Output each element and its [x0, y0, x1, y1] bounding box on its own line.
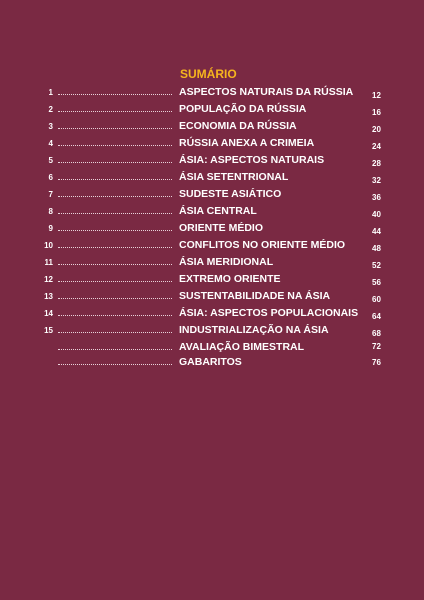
toc-page-number: 56: [372, 278, 381, 287]
toc-row[interactable]: [0, 358, 424, 372]
toc-label[interactable]: ÁSIA: ASPECTOS POPULACIONAIS: [179, 307, 359, 319]
toc-page-number: 48: [372, 244, 381, 253]
toc-label[interactable]: RÚSSIA ANEXA A CRIMEIA: [179, 137, 315, 149]
toc-number: 6: [48, 173, 53, 182]
toc-row[interactable]: [0, 207, 424, 221]
toc-number: 14: [44, 309, 53, 318]
toc-number: 5: [48, 156, 53, 165]
toc-label[interactable]: ÁSIA: ASPECTOS NATURAIS: [179, 154, 325, 166]
toc-row[interactable]: [0, 241, 424, 255]
toc-label[interactable]: ASPECTOS NATURAIS DA RÚSSIA: [179, 86, 354, 98]
toc-leader-dots: [58, 179, 172, 180]
toc-leader-dots: [58, 128, 172, 129]
toc-label[interactable]: AVALIAÇÃO BIMESTRAL: [179, 341, 305, 353]
toc-row[interactable]: [0, 258, 424, 272]
toc-label[interactable]: SUDESTE ASIÁTICO: [179, 188, 282, 200]
toc-page-number: 20: [372, 125, 381, 134]
toc-page-number: 12: [372, 91, 381, 100]
toc-row[interactable]: [0, 292, 424, 306]
toc-label[interactable]: ORIENTE MÉDIO: [179, 222, 264, 234]
toc-row[interactable]: [0, 88, 424, 102]
toc-leader-dots: [58, 111, 172, 112]
toc-label[interactable]: SUSTENTABILIDADE NA ÁSIA: [179, 290, 331, 302]
toc-row[interactable]: [0, 275, 424, 289]
toc-leader-dots: [58, 94, 172, 95]
toc-row[interactable]: [0, 326, 424, 340]
toc-leader-dots: [58, 247, 172, 248]
toc-label[interactable]: EXTREMO ORIENTE: [179, 273, 281, 285]
toc-number: 9: [48, 224, 53, 233]
toc-label[interactable]: ÁSIA SETENTRIONAL: [179, 171, 289, 183]
toc-leader-dots: [58, 162, 172, 163]
toc-page-number: 44: [372, 227, 381, 236]
toc-row[interactable]: [0, 224, 424, 238]
toc-label[interactable]: ÁSIA MERIDIONAL: [179, 256, 274, 268]
toc-label[interactable]: ÁSIA CENTRAL: [179, 205, 257, 217]
toc-label[interactable]: POPULAÇÃO DA RÚSSIA: [179, 103, 307, 115]
toc-page-number: 72: [372, 342, 381, 351]
toc-number: 10: [44, 241, 53, 250]
toc-label[interactable]: GABARITOS: [179, 356, 242, 368]
toc-row[interactable]: [0, 309, 424, 323]
toc-page-number: 28: [372, 159, 381, 168]
toc-leader-dots: [58, 364, 172, 365]
toc-row[interactable]: [0, 139, 424, 153]
toc-number: 7: [48, 190, 53, 199]
toc-leader-dots: [58, 315, 172, 316]
toc-row[interactable]: [0, 105, 424, 119]
toc-row[interactable]: [0, 173, 424, 187]
toc-row[interactable]: [0, 156, 424, 170]
toc-page-number: 40: [372, 210, 381, 219]
toc-leader-dots: [58, 332, 172, 333]
toc-leader-dots: [58, 349, 172, 350]
toc-label[interactable]: CONFLITOS NO ORIENTE MÉDIO: [179, 239, 346, 251]
toc-page-number: 32: [372, 176, 381, 185]
toc-page-number: 64: [372, 312, 381, 321]
toc-number: 2: [48, 105, 53, 114]
toc-leader-dots: [58, 281, 172, 282]
toc-number: 4: [48, 139, 53, 148]
toc-leader-dots: [58, 213, 172, 214]
toc-number: 12: [44, 275, 53, 284]
toc-number: 13: [44, 292, 53, 301]
toc-number: 1: [48, 88, 53, 97]
toc-page-number: 68: [372, 329, 381, 338]
toc-row[interactable]: [0, 190, 424, 204]
toc-page-number: 76: [372, 358, 381, 367]
toc-page-number: 24: [372, 142, 381, 151]
toc-label[interactable]: ECONOMIA DA RÚSSIA: [179, 120, 297, 132]
toc-number: 11: [44, 258, 53, 267]
toc-label[interactable]: INDUSTRIALIZAÇÃO NA ÁSIA: [179, 324, 329, 336]
toc-number: 3: [48, 122, 53, 131]
toc-leader-dots: [58, 298, 172, 299]
toc-leader-dots: [58, 264, 172, 265]
toc-number: 15: [44, 326, 53, 335]
toc-page-number: 60: [372, 295, 381, 304]
toc-number: 8: [48, 207, 53, 216]
toc-title: SUMÁRIO: [180, 67, 237, 81]
toc-leader-dots: [58, 230, 172, 231]
toc-leader-dots: [58, 145, 172, 146]
toc-row[interactable]: [0, 343, 424, 357]
toc-leader-dots: [58, 196, 172, 197]
toc-page-number: 52: [372, 261, 381, 270]
toc-row[interactable]: [0, 122, 424, 136]
toc-page-number: 36: [372, 193, 381, 202]
toc-page-number: 16: [372, 108, 381, 117]
